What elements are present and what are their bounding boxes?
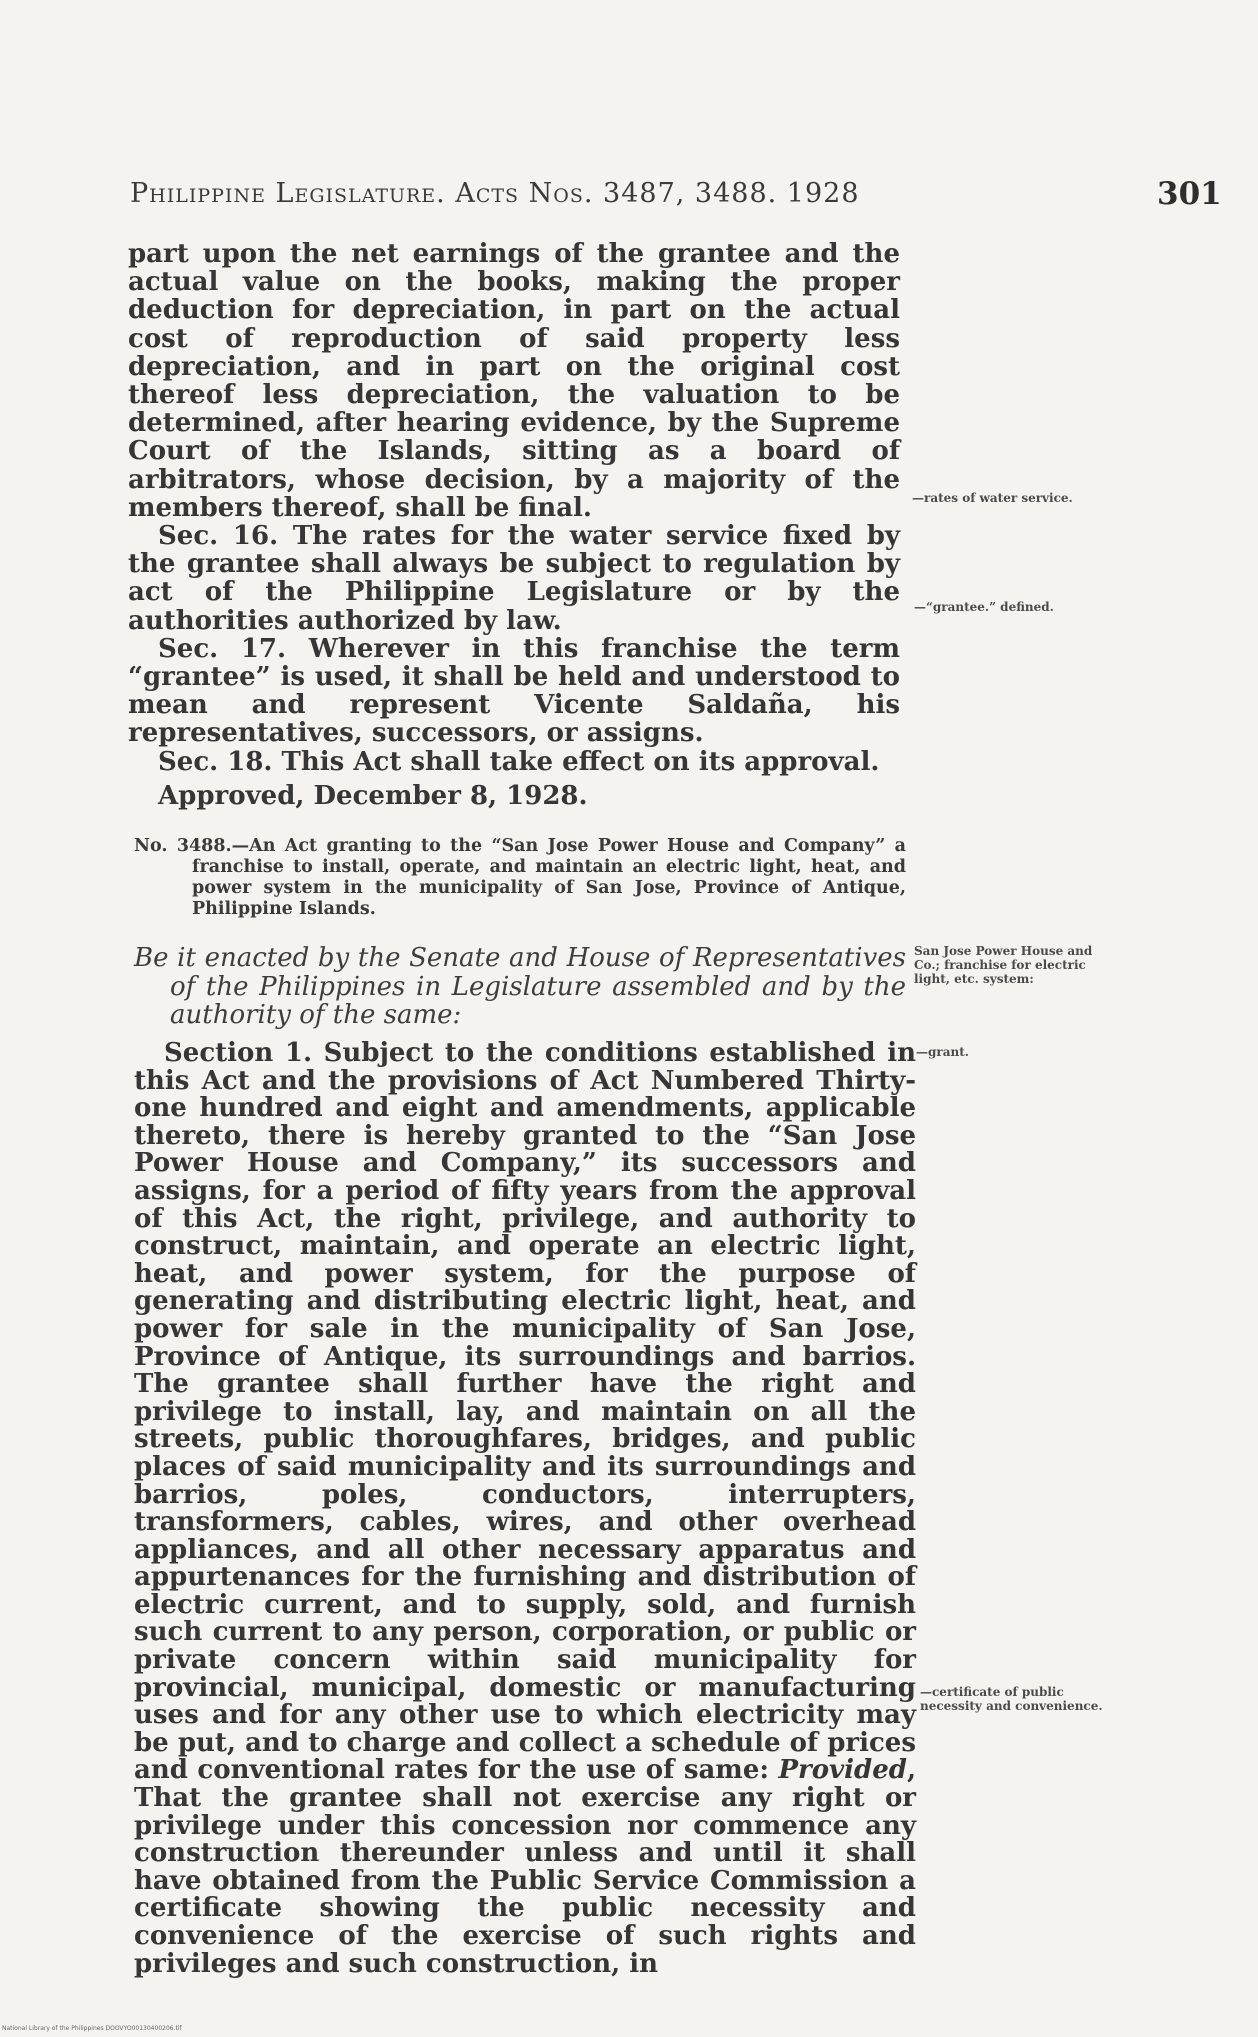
enacting-clause: Be it enacted by the Senate and House of Representatives of the Philippines in Legislature assembled and by the authority of the same: [134, 943, 906, 1030]
section-17: Sec. 17. Wherever in this franchise the term “grantee” is used, it shall be held and understood to mean and represent Vicente Saldaña, his representatives, successors, or assigns. [128, 633, 900, 749]
approval-date: Approved, December 8, 1928. [158, 780, 588, 811]
margin-note-rates: —rates of water service. [912, 491, 1073, 505]
scan-credit: National Library of the Philippines DOOVYO00130400206.tif [2, 2025, 182, 2032]
page-number: 301 [1157, 176, 1222, 212]
margin-note-grant: —grant. [916, 1045, 969, 1059]
section-1-paragraph [134, 1040, 916, 1978]
section-1-lead: Section 1. Subject to the conditions established in this Act and the provisions of Act Numbered Thirty-one hundred and eight and amendments, applicable thereto, there is hereby granted to the “San Jose Power House and Company,” its successors and assigns, for a period of fifty years from the approval of this Act, the right, privilege, and authority to construct, maintain, and operate an electric light, heat, and power system, for the purpose of generating and distributing electric light, heat, and power for sale in the municipality of San Jose, Province of Antique, its surroundings and barrios. The grantee shall further have the right and privilege to install, lay, and maintain on all the streets, public thoroughfares, bridges, and public places of said municipality and its surroundings and barrios, poles, conductors, interrupters, transformers, cables, wires, and other overhead appliances, and all other necessary apparatus and appurtenances for the furnishing and distribution of electric current, and to supply, sold, and furnish such current to any person, corporation, or public or private concern within said municipality for provincial, municipal, domestic or manufacturing uses and for any other use to which electricity may be put, and to charge and collect a schedule of prices and conventional rates for the use of same: [134, 1038, 916, 1786]
margin-note-grantee: —“grantee.” defined. [914, 600, 1054, 614]
act-3488-title: No. 3488.—An Act granting to the “San Jose Power House and Company” a franchise to install, operate, and maintain an electric light, heat, and power system in the municipality of San Jose, Province of Antique, Philippine Islands. [134, 836, 906, 919]
running-header: Philippine Legislature. Acts Nos. 3487, 3488. 1928 [130, 178, 860, 209]
margin-note-franchise: San Jose Power House and Co.; franchise for electric light, etc. system: [914, 944, 1093, 986]
provided-word: Provided [778, 1755, 907, 1786]
margin-note-certificate: —certificate of public necessity and convenience. [920, 1685, 1103, 1713]
act-3488-section-1 [134, 1040, 916, 1978]
act-3487-continuation [128, 240, 900, 810]
section-16: Sec. 16. The rates for the water service fixed by the grantee shall always be subject to regulation by act of the Philippine Legislature or by the authorities authorized by law. [128, 521, 900, 636]
section-1-tail: , That the grantee shall not exercise any right or privilege under this concession nor commence any construction thereunder unless and until it shall have obtained from the Public Service Commission a certificate showing the public necessity and convenience of the exercise of such rights and privileges and such construction, in [134, 1755, 916, 1979]
section-18: Sec. 18. This Act shall take effect on its approval. [158, 746, 880, 777]
continued-paragraph: part upon the net earnings of the grantee and the actual value on the books, making the proper deduction for depreciation, in part on the actual cost of reproduction of said property less depreciation, and in part on the original cost thereof less depreciation, the valuation to be determined, after hearing evidence, by the Supreme Court of the Islands, sitting as a board of arbitrators, whose decision, by a majority of the members thereof, shall be final. [128, 239, 900, 523]
